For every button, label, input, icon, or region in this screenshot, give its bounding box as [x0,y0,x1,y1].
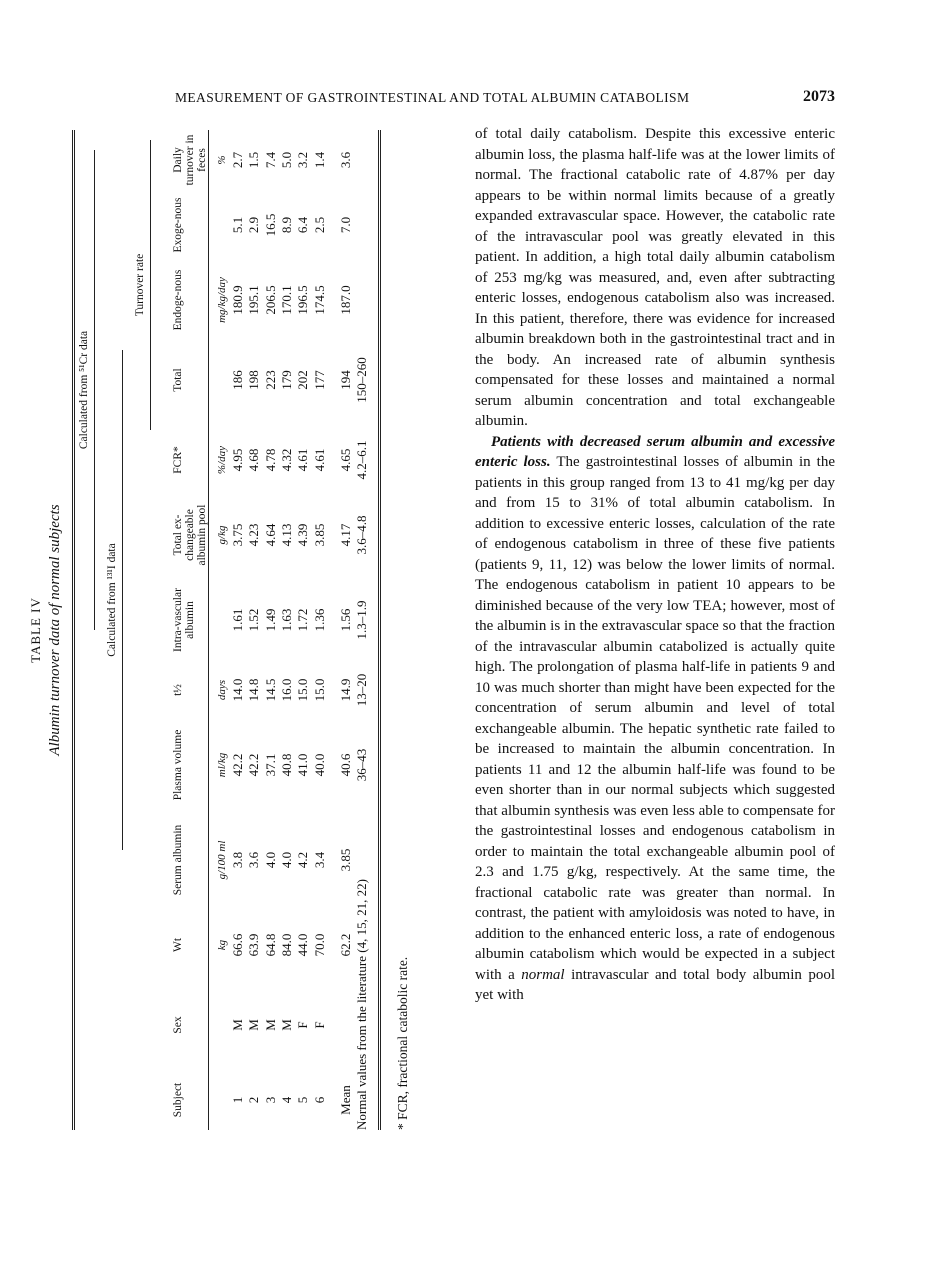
table-cell: 180.9 [230,285,245,315]
table-cell: 16.0 [278,678,294,702]
table-cell: 66.6 [230,933,245,957]
column-header: Total ex-changeable albumin pool [172,504,208,566]
table-cell: 3.6–4.8 [354,515,369,555]
table-cell: 187.0 [338,285,353,315]
table-cell: 194 [338,370,353,390]
table-cell: 4.23 [246,523,262,547]
table-cell: 62.2 [338,933,353,957]
table-cell: 4.65 [338,448,353,472]
table-cell: 3.6 [338,151,353,169]
table-cell: 6.4 [295,216,311,234]
paragraph-2-text-a: The gastrointestinal losses of albumin in the patients in this group ranged from 13 to 41 mg/kg per day and from 15 to 31% of total albumin catabolism. In addition to excessive enteric losses, calculation of the rate of endogenous catabolism in three of these five patients (patients 9, 11, 12) was below the lower limits of normal. The endogenous catabolism in patient 10 appears to be diminished because of the very low TEA; however, most of the albumin is in the extravascular space so that the fraction of the intravascular albumin catabolized is actually quite high. The prolongation of plasma half-life in patients 9 and 10 was much shorter than might have been expected for the concentration of serum albumin and level of total exchangeable albumin. The hepatic synthetic rate failed to be increased to maintain the albumin concentration. In patients 11 and 12 the albumin half-life was found to be even shorter than in our normal subjects which suggested that albumin synthesis was even less able to compensate for the gastrointestinal losses and endogenous catabolism in order to maintain the total exchangeable albumin pool of 2.3 and 1.75 g/kg, respectively. At the same time, the fractional catabolic rate was greater than normal. In contrast, the patient with amyloidosis was noted to have, in addition to the enhanced enteric loss, a rate of endogenous albumin catabolism which would be expected in a subject with a [475,454,835,983]
table-label: TABLE IV [28,597,43,663]
table-cell: 1.61 [230,608,245,632]
table-cell: 1.36 [311,608,327,632]
body-text [475,124,835,1006]
header-rule [208,130,209,1130]
table-cell: 5.0 [278,151,294,169]
top-rule [72,130,75,1130]
table-cell: 37.1 [262,753,278,777]
table-cell: M [246,1019,262,1031]
table-cell: 198 [246,370,262,390]
table-cell: M [278,1019,294,1031]
column-header: Subject [172,1082,184,1118]
table-cell: 4.13 [278,523,294,547]
table-cell: 2.7 [230,151,245,169]
table-cell: 4.68 [246,448,262,472]
bottom-rule [378,130,381,1130]
table-cell: g/100 ml [216,840,228,880]
column-header: t½ [172,684,184,696]
table-cell: 14.0 [230,678,245,702]
table-cell: 1.63 [278,608,294,632]
table-cell: 5 [295,1096,311,1104]
table-cell: 170.1 [278,285,294,315]
table-cell: 4 [278,1096,294,1104]
table-cell: 3.85 [338,848,353,872]
table-cell: 196.5 [295,285,311,315]
table-cell: M [262,1019,278,1031]
table-cell: 6 [311,1096,327,1104]
table-cell: 42.2 [246,753,262,777]
table-cell: 14.5 [262,678,278,702]
table-cell: mg/kg/day [216,277,228,323]
column-header: Daily turnover in feces [172,134,208,186]
column-header: Endoge-nous [172,269,184,331]
column-header: FCR* [172,446,184,474]
table-cell: 40.8 [278,753,294,777]
table-cell: 2.9 [246,216,262,234]
table-cell: 3.4 [311,851,327,869]
running-head [175,90,835,110]
emphasis-normal: normal [521,966,565,983]
table-cell: 4.17 [338,523,353,547]
table-footnote: * FCR, fractional catabolic rate. [395,956,410,1130]
table-cell: 3.85 [311,523,327,547]
group-chromium: Calculated from ⁵¹Cr data [78,330,90,450]
table-cell: 3.8 [230,851,245,869]
table-cell: 195.1 [246,285,262,315]
paragraph-2 [475,432,835,1006]
span-iodine [122,350,123,850]
table-cell: 7.0 [338,216,353,234]
table-cell: 40.0 [311,753,327,777]
table-cell: 1 [230,1096,245,1104]
table-cell: 13–20 [354,673,369,707]
paragraph-1: of total daily catabolism. Despite this excessive enteric albumin loss, the plasma half-life was at the lower limits of normal. The fractional catabolic rate of 4.87% per day appears to be within normal limits because of a greatly expanded extravascular space. However, the catabolic rate of the intravascular pool was greatly elevated in this patient. In addition, a high total daily albumin catabolism of 253 mg/kg was measured, and, even after subtracting enteric losses, endogenous catabolism also was increased. In this patient, therefore, there was evidence for increased albumin breakdown both in the gastrointestinal tract and in the body. An increased rate of albumin synthesis compensated for these losses and maintained a normal serum albumin concentration and total exchangeable albumin. [475,126,835,429]
table-cell: % [216,155,228,165]
rotated-table [28,130,450,1130]
table-cell: 4.0 [278,851,294,869]
table-cell: 1.72 [295,608,311,632]
normal-values-label: Normal values from the literature (4, 15, 21, 22) [354,879,369,1130]
table-cell: 1.52 [246,608,262,632]
table-cell: 179 [278,370,294,390]
table-cell: 7.4 [262,151,278,169]
table-cell: 1.3–1.9 [354,600,369,640]
table-cell: 1.5 [246,151,262,169]
span-chromium [94,150,95,630]
table-cell: 63.9 [246,933,262,957]
column-header: Wt [172,937,184,953]
running-title: MEASUREMENT OF GASTROINTESTINAL AND TOTAL ALBUMIN CATABOLISM [175,90,690,105]
table-cell: 4.2 [295,851,311,869]
table-cell: M [230,1019,245,1031]
column-header: Exoge-nous [172,197,184,253]
table-cell: 4.64 [262,523,278,547]
column-header: Sex [172,1016,184,1034]
table-cell: 8.9 [278,216,294,234]
table-cell: %/day [216,445,228,475]
table-cell: 202 [295,370,311,390]
table-cell: 4.95 [230,448,245,472]
table-cell: 3.2 [295,151,311,169]
table-cell: 223 [262,370,278,390]
paragraph-2-text-b: intravascular and total body albumin pool yet with [475,966,836,1003]
table-cell: days [216,679,228,701]
table-cell: 70.0 [311,933,327,957]
table-cell: 44.0 [295,933,311,957]
table-cell: 84.0 [278,933,294,957]
table-cell: 40.6 [338,753,353,777]
table-cell: 4.2–6.1 [354,440,369,480]
table-cell: 4.39 [295,523,311,547]
column-header: Plasma volume [172,729,184,801]
table-cell: F [295,1021,311,1029]
table-cell: 15.0 [295,678,311,702]
table-cell: kg [216,939,228,951]
table-cell: 3.75 [230,523,245,547]
table-cell: ml/kg [216,752,228,778]
table-cell: 3.6 [246,851,262,869]
table-cell: 4.32 [278,448,294,472]
table-cell: 41.0 [295,753,311,777]
column-header: Intra-vascular albumin [172,588,196,652]
table-cell: 2.5 [311,216,327,234]
table-cell: 15.0 [311,678,327,702]
table-cell: 64.8 [262,933,278,957]
table-cell: 206.5 [262,285,278,315]
table-cell: 174.5 [311,285,327,315]
group-iodine: Calculated from ¹³¹I data [106,543,118,657]
table-cell: 4.0 [262,851,278,869]
table-cell: 36–43 [354,748,369,782]
table-cell: 14.9 [338,678,353,702]
table-cell: F [311,1021,327,1029]
table-cell: 177 [311,370,327,390]
table-cell: 4.61 [311,448,327,472]
table-cell: 4.78 [262,448,278,472]
table-cell: 2 [246,1096,262,1104]
column-header: Serum albumin [172,824,184,896]
table-cell: Mean [338,1085,353,1115]
column-header: Total [172,368,184,392]
table-cell: g/kg [216,525,228,545]
table-cell: 14.8 [246,678,262,702]
table-cell: 186 [230,370,245,390]
page-number: 2073 [803,88,835,105]
section-heading: Patients with decreased serum albumin and excessive enteric loss. [475,433,835,470]
table-cell: 1.49 [262,608,278,632]
table-cell: 42.2 [230,753,245,777]
table-cell: 5.1 [230,216,245,234]
group-turnover: Turnover rate [134,253,146,317]
span-turnover [150,140,151,430]
table-cell: 3 [262,1096,278,1104]
table-cell: 1.4 [311,151,327,169]
table-title: Albumin turnover data of normal subjects [47,504,63,756]
table-cell: 1.56 [338,608,353,632]
table-cell: 4.61 [295,448,311,472]
table-cell: 150–260 [354,357,369,403]
table-cell: 16.5 [262,213,278,237]
